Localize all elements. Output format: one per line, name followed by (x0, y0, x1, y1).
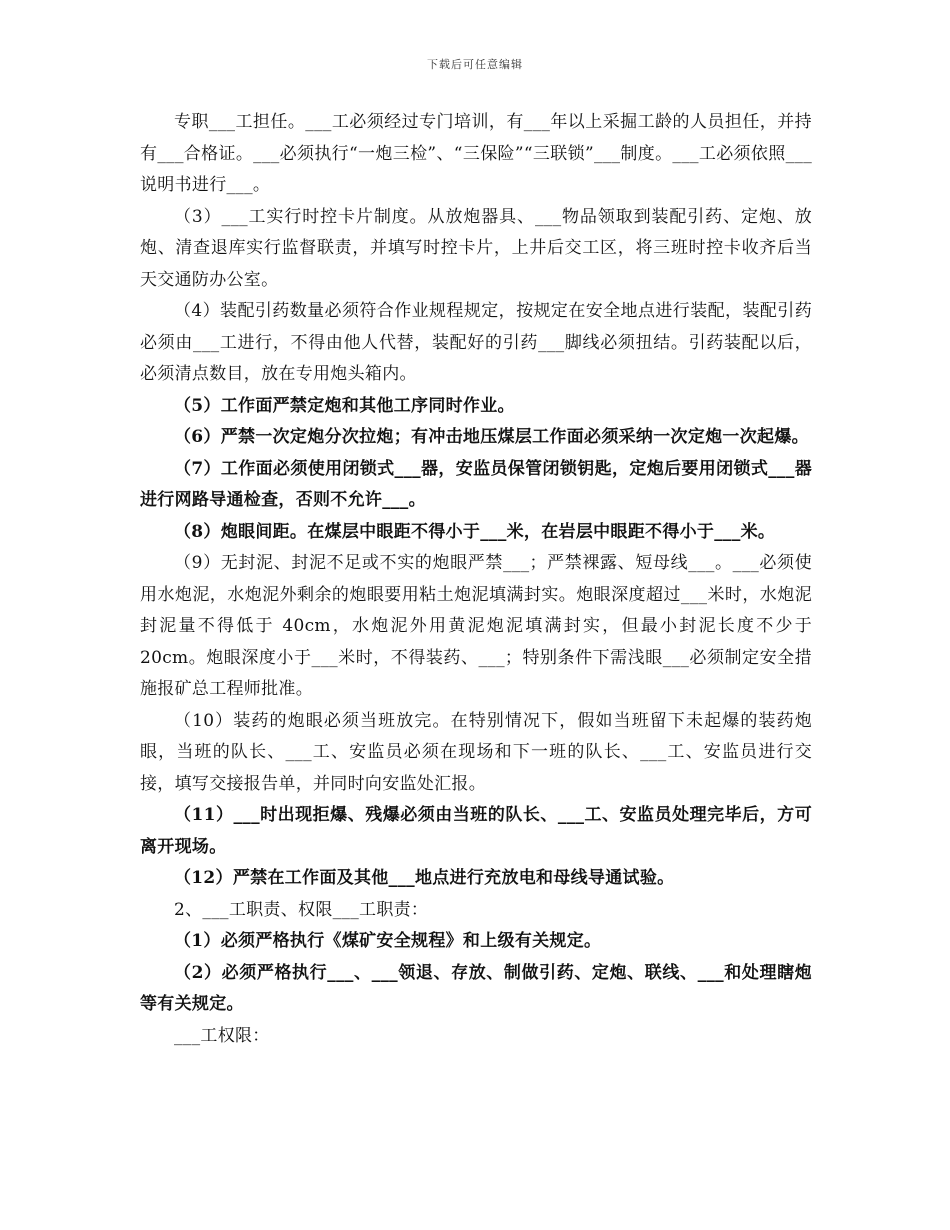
paragraph-8: （9）无封泥、封泥不足或不实的炮眼严禁___；严禁裸露、短母线___。___必须使用水炮泥，水炮泥外剩余的炮眼要用粘土炮泥填满封实。炮眼深度超过___米时，水炮泥封泥量不得低于 40cm，水炮泥外用黄泥炮泥填满封实，但最小封泥长度不少于 20cm。炮眼深度小于___米时，不得装药、___；特别条件下需浅眼___必须制定安全措施报矿总工程师批准。 (140, 553, 812, 699)
page-header: 下载后可任意编辑 (427, 58, 523, 71)
paragraph-7: （8）炮眼间距。在煤层中眼距不得小于___米，在岩层中眼距不得小于___米。 (174, 521, 776, 542)
document-body (140, 107, 812, 1052)
paragraph-12: 2、___工职责、权限___工职责： (174, 899, 429, 920)
paragraph-4: （5）工作面严禁定炮和其他工序同时作业。 (174, 395, 515, 416)
paragraph-5: （6）严禁一次定炮分次拉炮；有冲击地压煤层工作面必须采纳一次定炮一次起爆。 (174, 427, 809, 447)
paragraph-11: （12）严禁在工作面及其他___地点进行充放电和母线导通试验。 (174, 868, 675, 888)
paragraph-10: （11）___时出现拒爆、残爆必须由当班的队长、___工、安监员处理完毕后，方可离开现场。 (140, 805, 812, 857)
paragraph-1: 专职___工担任。___工必须经过专门培训，有___年以上采掘工龄的人员担任，并持有___合格证。___必须执行“一炮三检”、“三保险”“三联锁”___制度。___工必须依照___说明书进行___。 (140, 112, 812, 195)
paragraph-14: （2）必须严格执行___、___领退、存放、制做引药、定炮、联线、___和处理瞎炮等有关规定。 (140, 962, 812, 1014)
paragraph-15: ___工权限： (174, 1025, 270, 1046)
paragraph-2: （3）___工实行时控卡片制度。从放炮器具、___物品领取到装配引药、定炮、放炮、清查退库实行监督联责，并填写时控卡片，上井后交工区，将三班时控卡收齐后当天交通防办公室。 (140, 206, 812, 290)
paragraph-9: （10）装药的炮眼必须当班放完。在特别情况下，假如当班留下未起爆的装药炮眼，当班的队长、___工、安监员必须在现场和下一班的队长、___工、安监员进行交接，填写交接报告单，并同时向安监处汇报。 (140, 710, 812, 794)
paragraph-6: （7）工作面必须使用闭锁式___器，安监员保管闭锁钥匙，定炮后要用闭锁式___器进行网路导通检查，否则不允许___。 (140, 458, 812, 510)
paragraph-13: （1）必须严格执行《煤矿安全规程》和上级有关规定。 (174, 931, 602, 951)
paragraph-3: （4）装配引药数量必须符合作业规程规定，按规定在安全地点进行装配，装配引药必须由___工进行，不得由他人代替，装配好的引药___脚线必须扭结。引药装配以后，必须清点数目，放在专用炮头箱内。 (140, 301, 812, 384)
